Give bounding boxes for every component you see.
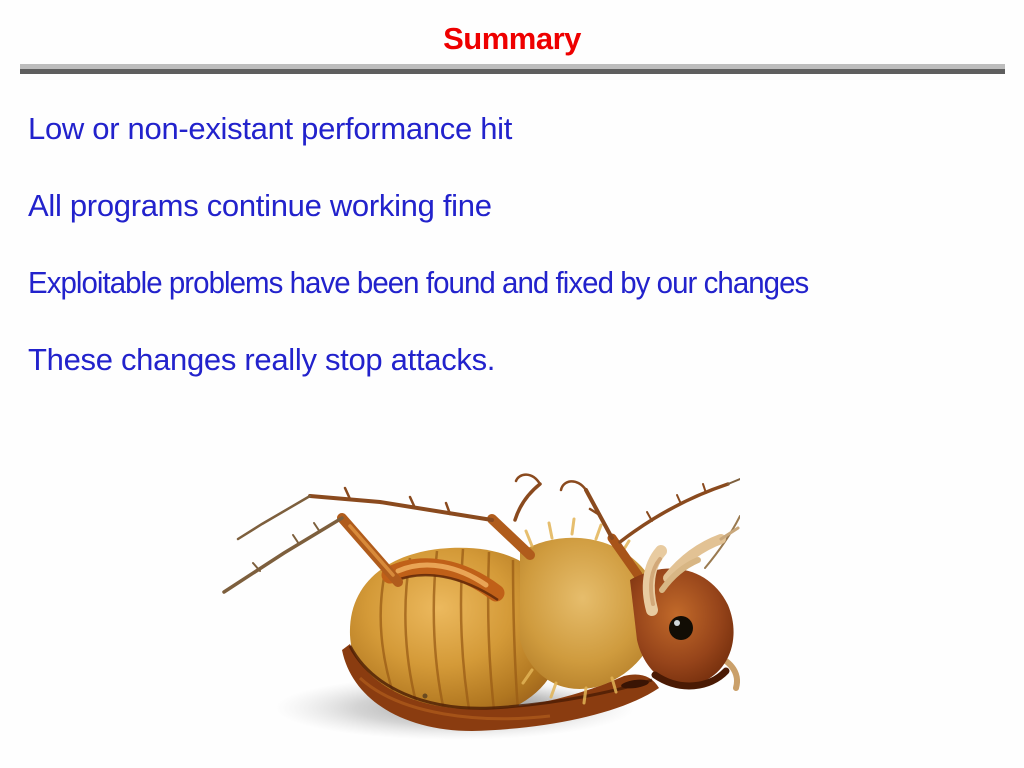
beetle-illustration [200,420,740,760]
bullet-item: These changes really stop attacks. [28,342,496,377]
page-title: Summary [443,21,581,56]
beetle-image [200,420,740,760]
bullet-item: Exploitable problems have been found and fixed by our changes [28,265,809,300]
bullet-list [28,110,988,418]
bullet-item: All programs continue working fine [28,188,492,223]
title-divider [20,64,1005,74]
beetle-eye [669,616,693,640]
bullet-item: Low or non-existant performance hit [28,111,513,146]
